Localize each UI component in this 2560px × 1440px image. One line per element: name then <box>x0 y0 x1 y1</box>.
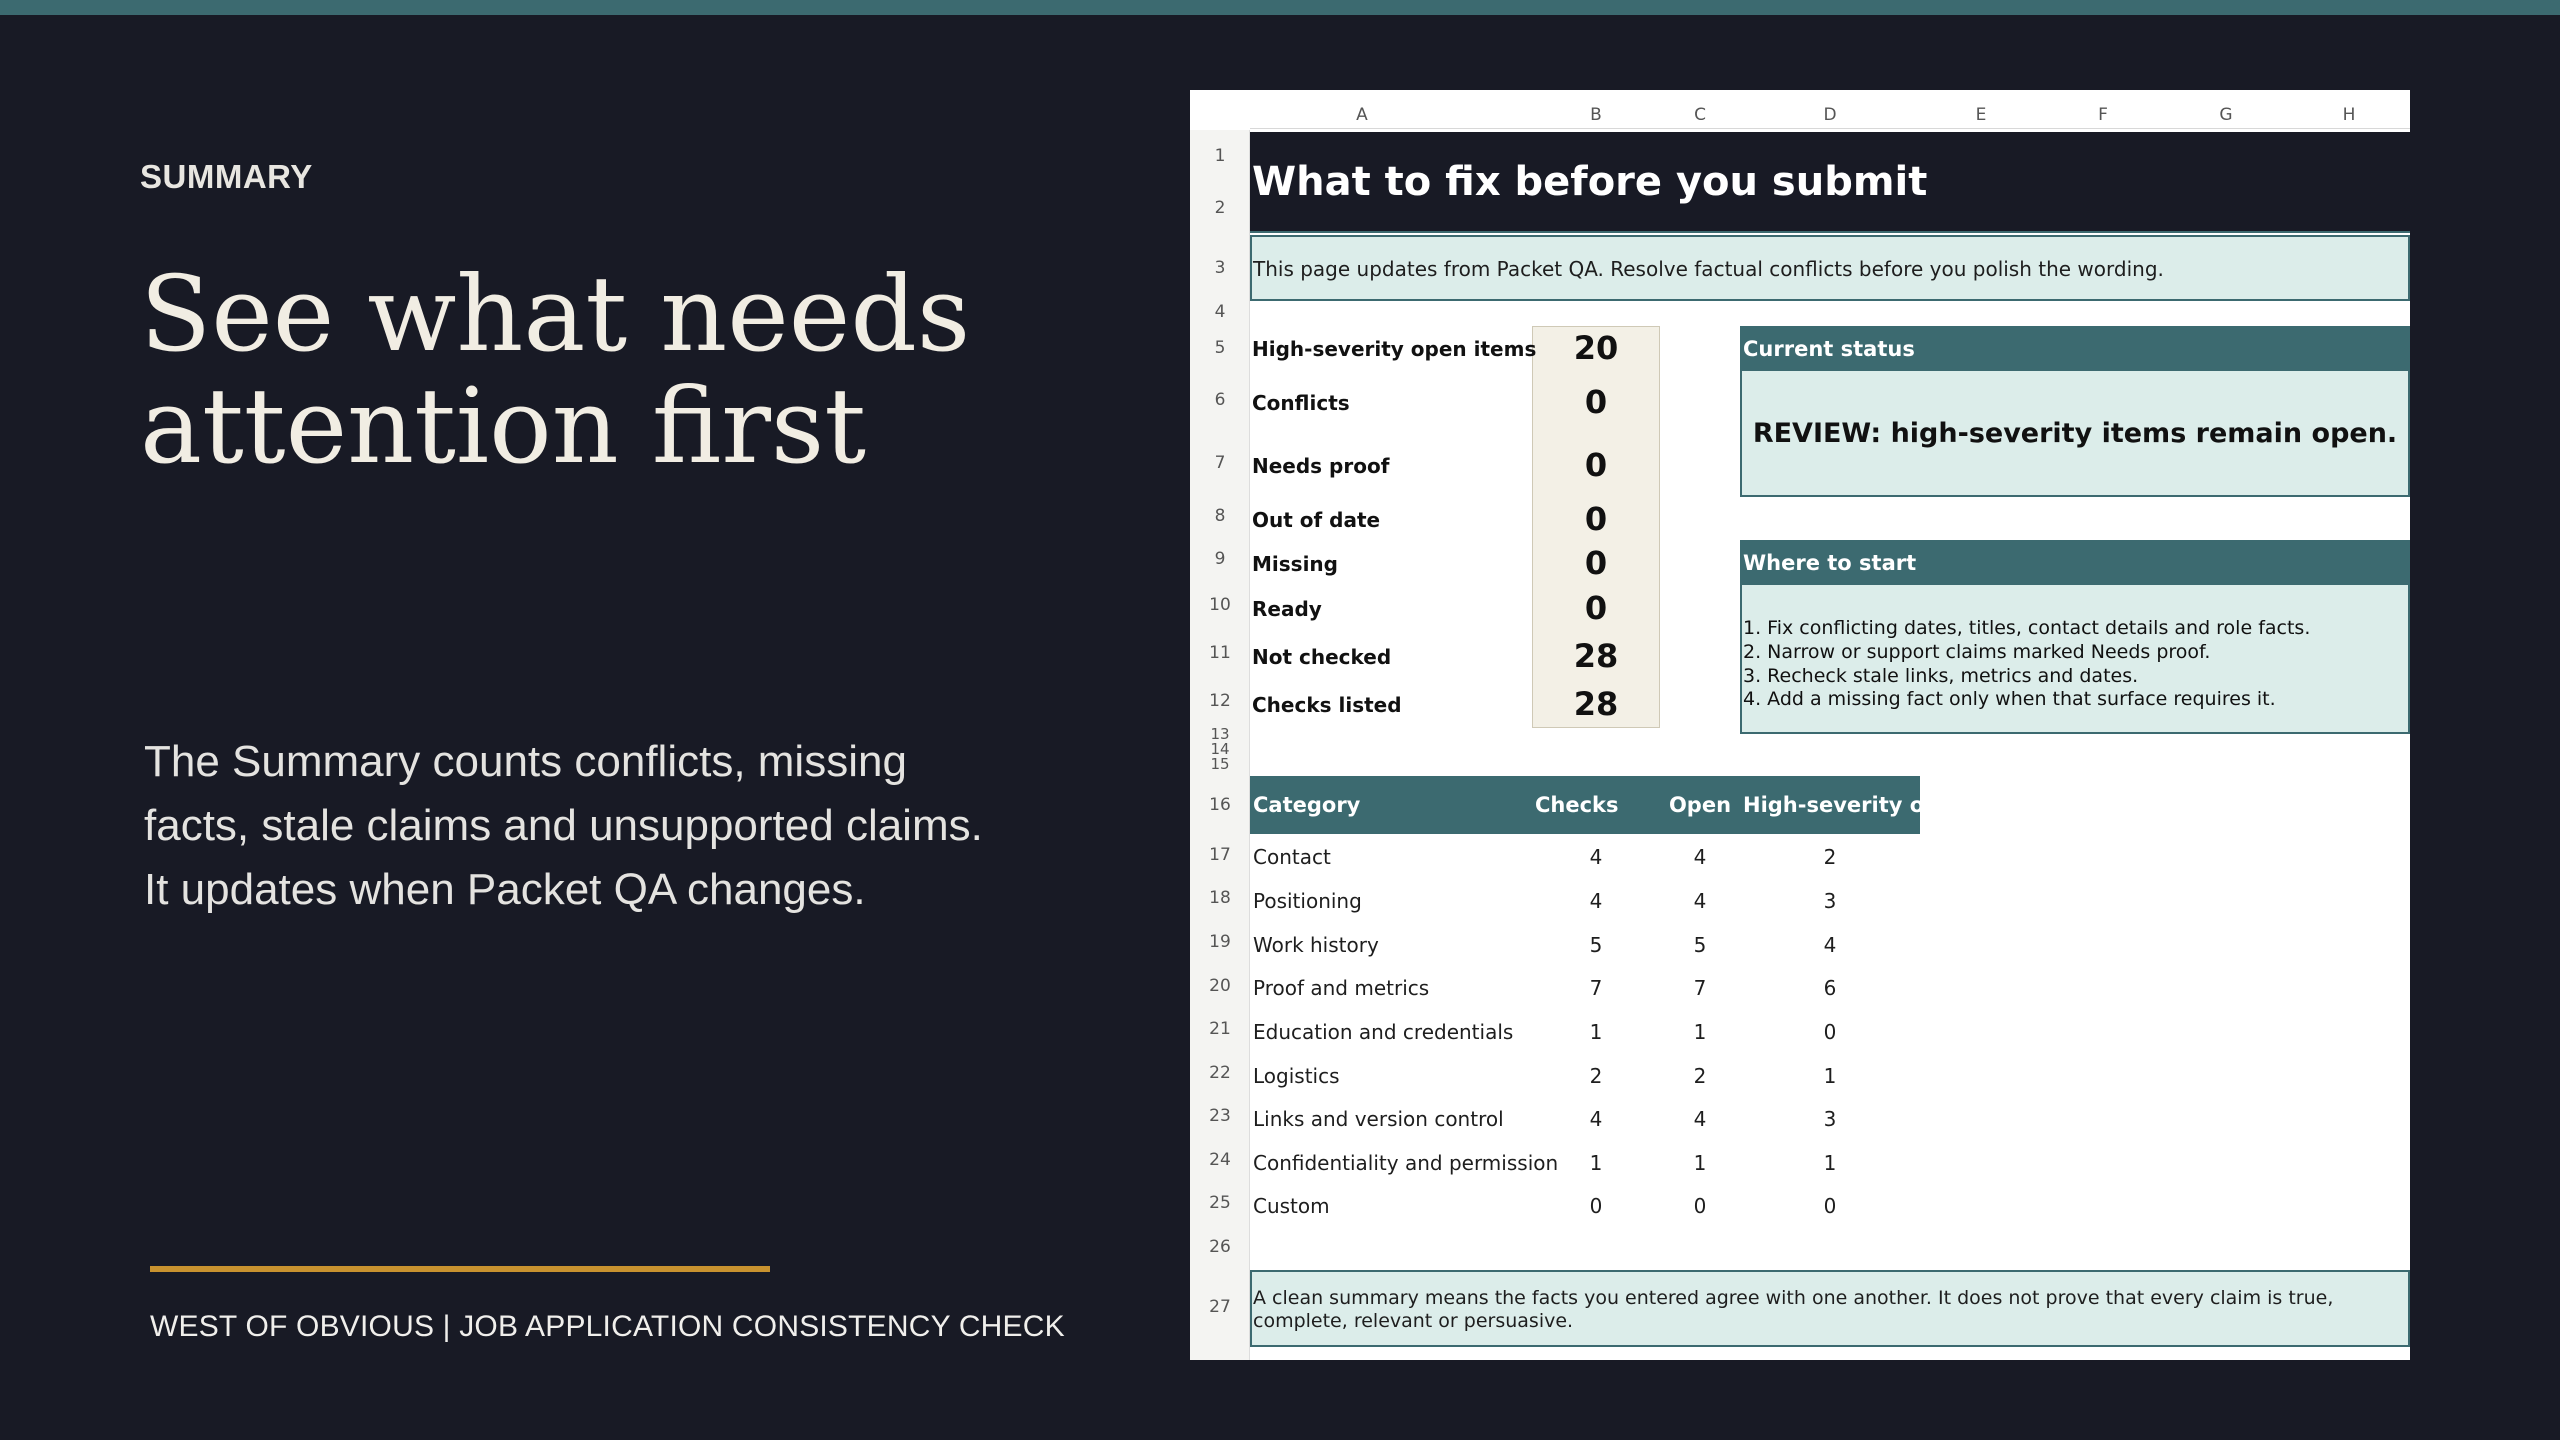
row-number-24[interactable]: 24 <box>1209 1150 1231 1170</box>
table-cell-high-severity[interactable]: 6 <box>1823 976 1837 1000</box>
row-number-25[interactable]: 25 <box>1209 1193 1231 1213</box>
table-cell-category[interactable]: Positioning <box>1253 889 1362 913</box>
table-cell-category[interactable]: Confidentiality and permission <box>1253 1151 1559 1175</box>
column-header-d[interactable]: D <box>1823 105 1837 125</box>
metric-label[interactable]: Conflicts <box>1252 391 1350 415</box>
table-cell-high-severity[interactable]: 1 <box>1823 1064 1837 1088</box>
slide-headline: See what needs attention first <box>140 253 971 487</box>
row-number-11[interactable]: 11 <box>1209 643 1231 663</box>
column-header-g[interactable]: G <box>2219 105 2233 125</box>
table-cell-checks[interactable]: 1 <box>1589 1020 1603 1044</box>
footer-divider <box>150 1266 770 1272</box>
section-eyebrow: SUMMARY <box>140 158 313 195</box>
table-cell-checks[interactable]: 4 <box>1589 889 1603 913</box>
row-number-26[interactable]: 26 <box>1209 1237 1231 1257</box>
column-header-a[interactable]: A <box>1356 105 1368 125</box>
metric-label[interactable]: Needs proof <box>1252 454 1390 478</box>
table-cell-open[interactable]: 5 <box>1693 933 1707 957</box>
table-cell-open[interactable]: 0 <box>1693 1194 1707 1218</box>
table-cell-high-severity[interactable]: 3 <box>1823 1107 1837 1131</box>
table-cell-category[interactable]: Logistics <box>1253 1064 1340 1088</box>
row-number-9[interactable]: 9 <box>1214 549 1226 569</box>
row-number-1[interactable]: 1 <box>1214 146 1226 166</box>
start-step[interactable]: 1. Fix conflicting dates, titles, contact details and role facts. <box>1743 617 2311 639</box>
start-step[interactable]: 4. Add a missing fact only when that surface requires it. <box>1743 688 2276 710</box>
table-cell-category[interactable]: Contact <box>1253 845 1331 869</box>
table-cell-category[interactable]: Education and credentials <box>1253 1020 1514 1044</box>
top-accent-bar <box>0 0 2560 15</box>
table-cell-high-severity[interactable]: 1 <box>1823 1151 1837 1175</box>
table-cell-category[interactable]: Custom <box>1253 1194 1330 1218</box>
table-header-open[interactable]: Open <box>1668 793 1732 817</box>
table-cell-checks[interactable]: 0 <box>1589 1194 1603 1218</box>
metric-value[interactable]: 0 <box>1584 383 1608 421</box>
table-cell-open[interactable]: 4 <box>1693 889 1707 913</box>
start-panel-title[interactable]: Where to start <box>1743 551 1917 575</box>
start-step[interactable]: 3. Recheck stale links, metrics and dates. <box>1743 665 2139 687</box>
row-number-15[interactable]: 15 <box>1210 755 1230 773</box>
metric-label[interactable]: Missing <box>1252 552 1338 576</box>
metric-value[interactable]: 0 <box>1584 544 1608 582</box>
sheet-footnote[interactable]: A clean summary means the facts you entered agree with one another. It does not prove that every claim is true, complete, relevant or persuasive. <box>1253 1287 2334 1332</box>
table-cell-checks[interactable]: 5 <box>1589 933 1603 957</box>
table-cell-high-severity[interactable]: 2 <box>1823 845 1837 869</box>
table-cell-high-severity[interactable]: 3 <box>1823 889 1837 913</box>
spreadsheet-screenshot <box>1190 90 2410 1360</box>
row-number-5[interactable]: 5 <box>1214 338 1226 358</box>
metric-value[interactable]: 0 <box>1584 500 1608 538</box>
row-number-12[interactable]: 12 <box>1209 691 1231 711</box>
table-cell-checks[interactable]: 2 <box>1589 1064 1603 1088</box>
row-number-21[interactable]: 21 <box>1209 1019 1231 1039</box>
metric-label[interactable]: Not checked <box>1252 645 1392 669</box>
metric-value[interactable]: 28 <box>1573 685 1619 723</box>
table-header-checks[interactable]: Checks <box>1535 793 1619 817</box>
table-cell-checks[interactable]: 4 <box>1589 1107 1603 1131</box>
row-number-10[interactable]: 10 <box>1209 595 1231 615</box>
sheet-note[interactable]: This page updates from Packet QA. Resolve factual conflicts before you polish the wording. <box>1253 257 2164 281</box>
row-number-4[interactable]: 4 <box>1214 302 1226 322</box>
table-cell-category[interactable]: Links and version control <box>1253 1107 1504 1131</box>
status-panel-title[interactable]: Current status <box>1743 337 1915 361</box>
table-header-high-severity[interactable]: High-severity open <box>1743 793 1969 817</box>
row-number-13[interactable]: 13 <box>1210 725 1230 743</box>
table-cell-high-severity[interactable]: 0 <box>1823 1194 1837 1218</box>
metric-label[interactable]: Out of date <box>1252 508 1381 532</box>
metric-value[interactable]: 28 <box>1573 637 1619 675</box>
row-number-14[interactable]: 14 <box>1210 740 1230 758</box>
column-header-e[interactable]: E <box>1975 105 1987 125</box>
table-cell-category[interactable]: Work history <box>1253 933 1379 957</box>
row-number-22[interactable]: 22 <box>1209 1063 1231 1083</box>
column-header-h[interactable]: H <box>2342 105 2356 125</box>
metric-value[interactable]: 20 <box>1573 329 1619 367</box>
table-cell-checks[interactable]: 1 <box>1589 1151 1603 1175</box>
row-number-17[interactable]: 17 <box>1209 845 1231 865</box>
table-cell-checks[interactable]: 7 <box>1589 976 1603 1000</box>
row-number-8[interactable]: 8 <box>1214 506 1226 526</box>
table-cell-open[interactable]: 1 <box>1693 1020 1707 1044</box>
sheet-title[interactable]: What to fix before you submit <box>1252 159 1928 205</box>
row-number-19[interactable]: 19 <box>1209 932 1231 952</box>
table-cell-open[interactable]: 4 <box>1693 1107 1707 1131</box>
row-number-2[interactable]: 2 <box>1214 198 1226 218</box>
table-cell-open[interactable]: 7 <box>1693 976 1707 1000</box>
column-header-divider <box>1250 128 2410 129</box>
column-header-c[interactable]: C <box>1694 105 1706 125</box>
start-step[interactable]: 2. Narrow or support claims marked Needs proof. <box>1743 641 2211 663</box>
table-cell-high-severity[interactable]: 0 <box>1823 1020 1837 1044</box>
column-header-f[interactable]: F <box>2098 105 2108 125</box>
table-cell-category[interactable]: Proof and metrics <box>1253 976 1430 1000</box>
row-number-6[interactable]: 6 <box>1214 390 1226 410</box>
slide-body-text: The Summary counts conflicts, missing facts, stale claims and unsupported claims. It updates when Packet QA changes. <box>144 737 983 914</box>
table-header-category[interactable]: Category <box>1253 793 1361 817</box>
metric-label[interactable]: Checks listed <box>1252 693 1402 717</box>
metric-value[interactable]: 0 <box>1584 589 1608 627</box>
row-number-3[interactable]: 3 <box>1214 258 1226 278</box>
table-cell-checks[interactable]: 4 <box>1589 845 1603 869</box>
table-cell-open[interactable]: 4 <box>1693 845 1707 869</box>
row-number-7[interactable]: 7 <box>1214 453 1226 473</box>
slide-footer: WEST OF OBVIOUS | JOB APPLICATION CONSISTENCY CHECK <box>150 1310 1065 1343</box>
row-number-20[interactable]: 20 <box>1209 976 1231 996</box>
table-cell-open[interactable]: 1 <box>1693 1151 1707 1175</box>
row-number-23[interactable]: 23 <box>1209 1106 1231 1126</box>
column-header-b[interactable]: B <box>1590 105 1602 125</box>
row-number-16[interactable]: 16 <box>1209 795 1231 815</box>
metric-value[interactable]: 0 <box>1584 446 1608 484</box>
row-number-18[interactable]: 18 <box>1209 888 1231 908</box>
metric-label[interactable]: High-severity open items <box>1252 337 1537 361</box>
table-cell-open[interactable]: 2 <box>1693 1064 1707 1088</box>
status-message[interactable]: REVIEW: high-severity items remain open. <box>1752 418 2398 449</box>
row-number-27[interactable]: 27 <box>1209 1297 1231 1317</box>
table-cell-high-severity[interactable]: 4 <box>1823 933 1837 957</box>
metric-label[interactable]: Ready <box>1252 597 1322 621</box>
